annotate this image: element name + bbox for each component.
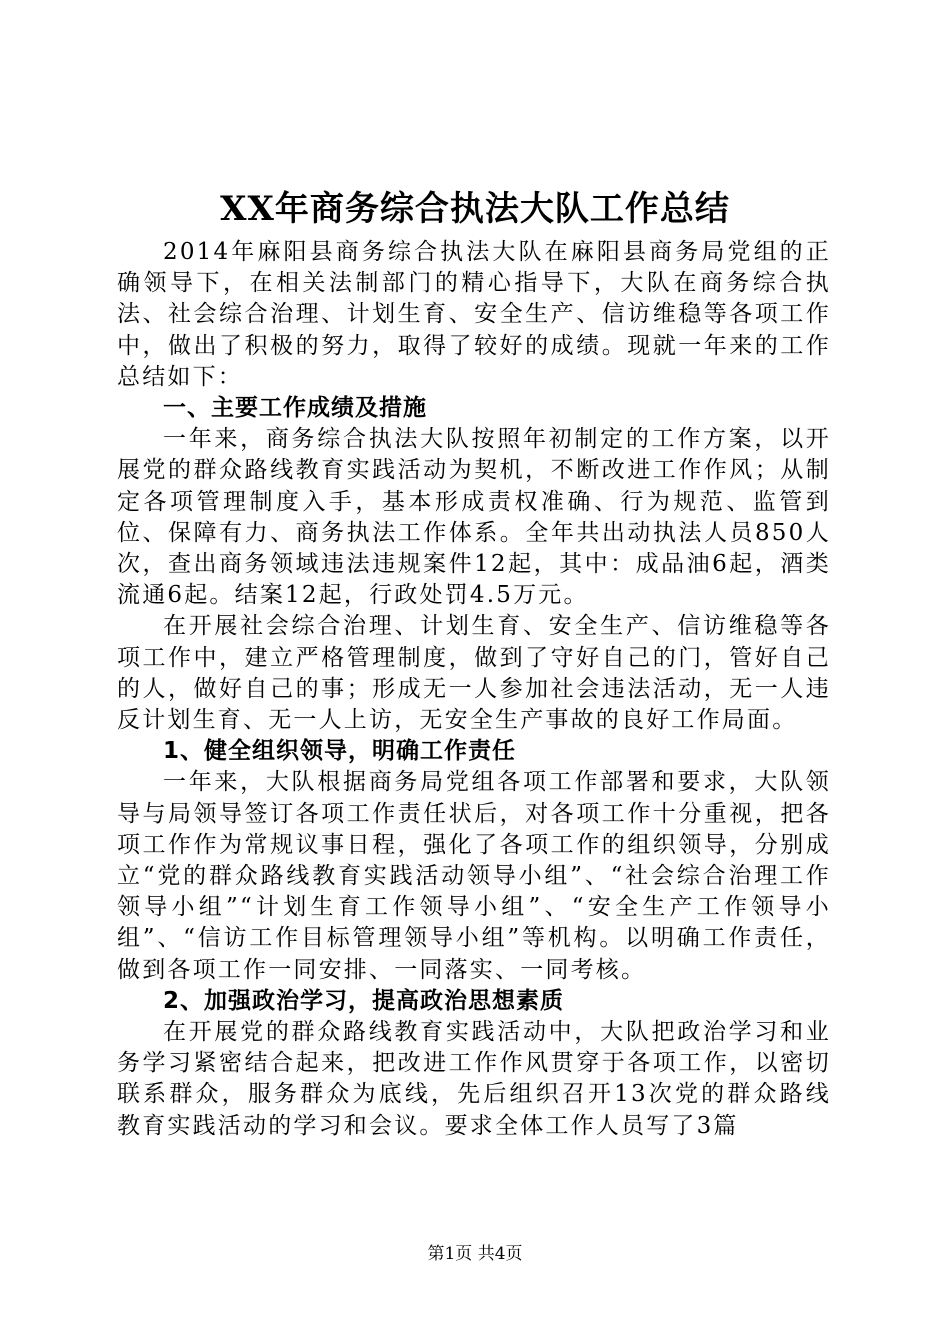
document-title: XX年商务综合执法大队工作总结 bbox=[220, 189, 730, 229]
section-heading-organization: 1、健全组织领导，明确工作责任 bbox=[163, 738, 517, 765]
intro-paragraph: 2014年麻阳县商务综合执法大队在麻阳县商务局党组的正确领导下，在相关法制部门的精心指导下，大队在商务综合执法、社会综合治理、计划生育、安全生产、信访维稳等各项工作中，做出了积极的努力，取得了较好的成绩。现就一年来的工作总结如下： bbox=[117, 239, 831, 390]
page-footer bbox=[0, 1242, 950, 1266]
page-number-label: 第1页 共4页 bbox=[427, 1244, 523, 1264]
section-heading-main-achievements: 一、主要工作成绩及措施 bbox=[163, 395, 427, 422]
document-body bbox=[117, 237, 831, 1142]
section-3-paragraph: 在开展党的群众路线教育实践活动中，大队把政治学习和业务学习紧密结合起来，把改进工作作风贯穿于各项工作，以密切联系群众，服务群众为底线，先后组织召开13次党的群众路线教育实践活动的学习和会议。要求全体工作人员写了3篇 bbox=[117, 1019, 831, 1139]
section-heading-political-study: 2、加强政治学习，提高政治思想素质 bbox=[163, 987, 565, 1014]
section-1-paragraph-2: 在开展社会综合治理、计划生育、安全生产、信访维稳等各项工作中，建立严格管理制度，做到了守好自己的门，管好自己的人，做好自己的事；形成无一人参加社会违法活动，无一人违反计划生育、无一人上访，无安全生产事故的良好工作局面。 bbox=[117, 613, 831, 734]
section-2-paragraph: 一年来，大队根据商务局党组各项工作部署和要求，大队领导与局领导签订各项工作责任状后，对各项工作十分重视，把各项工作作为常规议事日程，强化了各项工作的组织领导，分别成立“党的群众路线教育实践活动领导小组”、“社会综合治理工作领导小组”“计划生育工作领导小组”、“安全生产工作领导小组”、“信访工作目标管理领导小组”等机构。以明确工作责任，做到各项工作一同安排、一同落实、一同考核。 bbox=[117, 769, 831, 983]
section-1-paragraph-1: 一年来，商务综合执法大队按照年初制定的工作方案，以开展党的群众路线教育实践活动为契机，不断改进工作作风；从制定各项管理制度入手，基本形成责权准确、行为规范、监管到位、保障有力、商务执法工作体系。全年共出动执法人员850人次，查出商务领域违法违规案件12起，其中：成品油6起，酒类流通6起。结案12起，行政处罚4.5万元。 bbox=[117, 426, 831, 609]
